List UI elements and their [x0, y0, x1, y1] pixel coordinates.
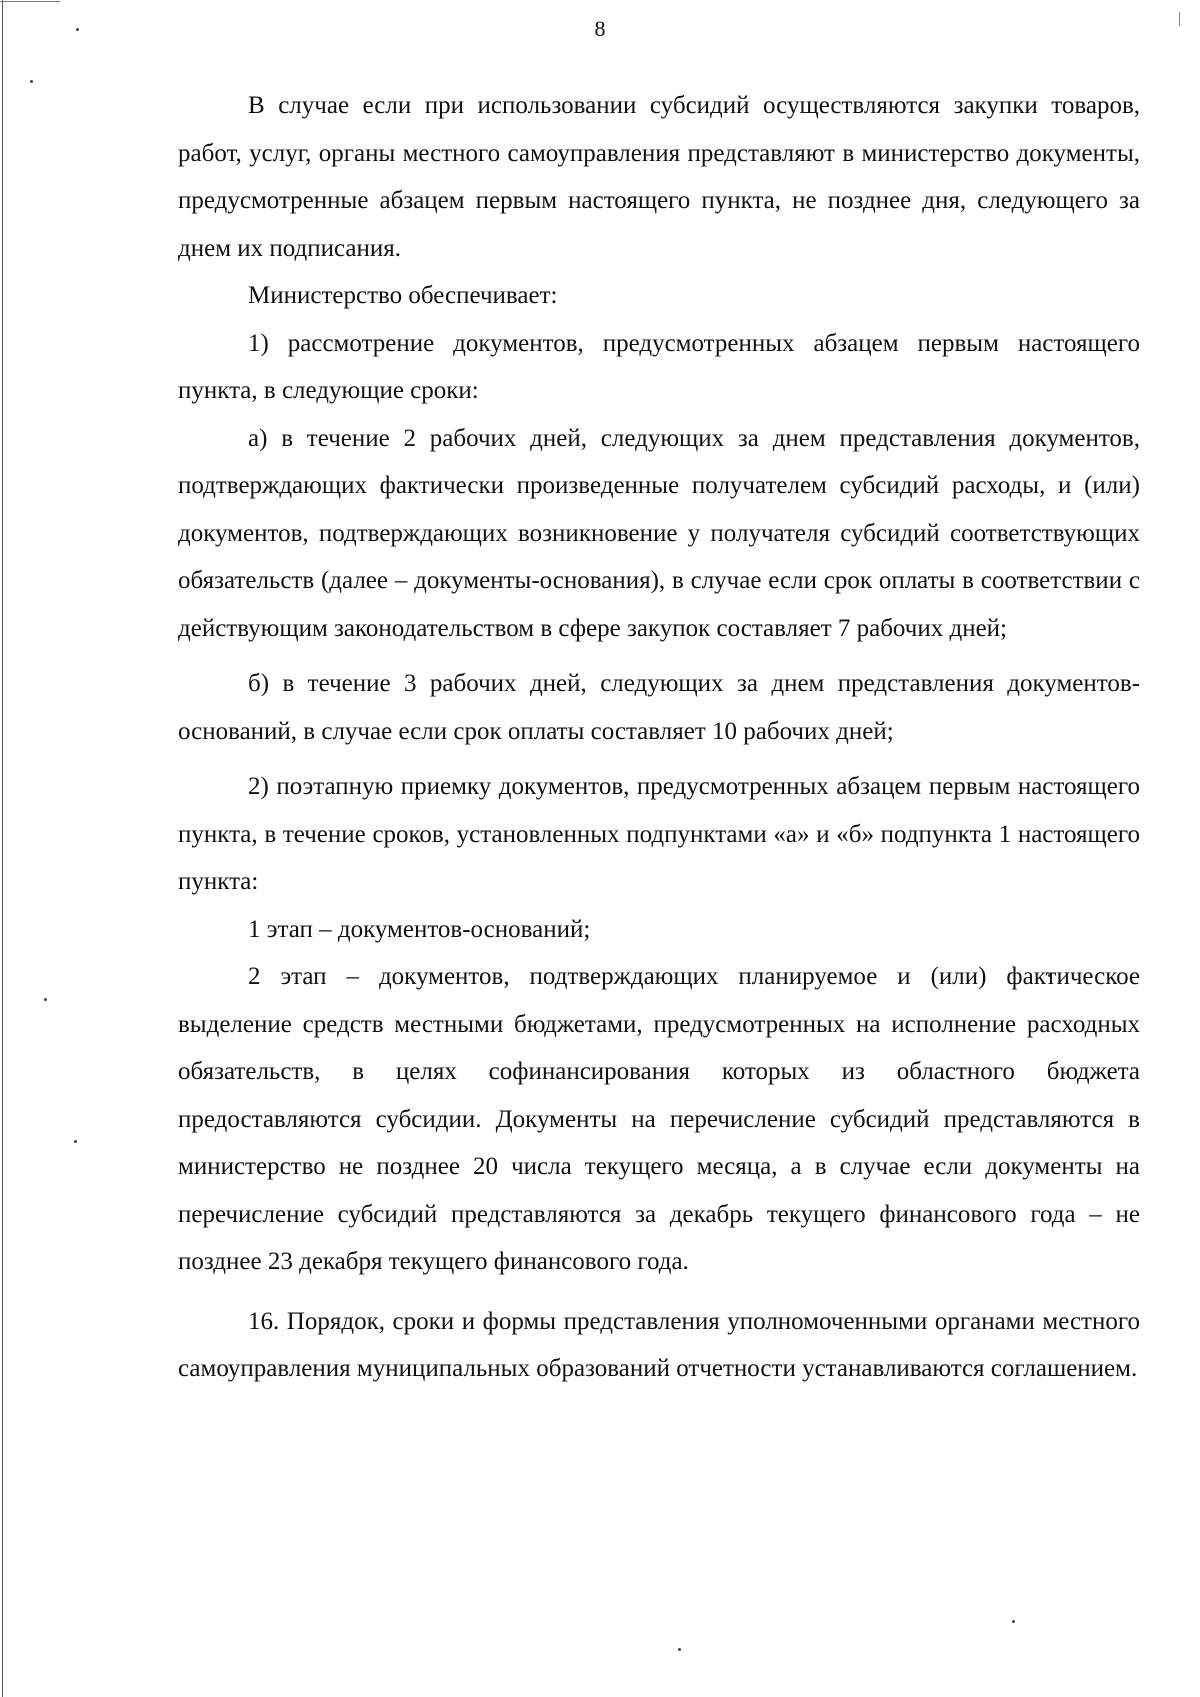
paragraph-section-16: 16. Порядок, сроки и формы представления уполномоченными органами местного самоуправления муниципальных образований отчетности устанавливаются соглашением. — [178, 1307, 1140, 1382]
scan-speck — [1012, 1620, 1015, 1623]
scan-speck — [678, 1648, 681, 1651]
paragraph-item-1: 1) рассмотрение документов, предусмотренных абзацем первым настоящего пункта, в следующие сроки: — [178, 329, 1140, 404]
paragraph-item-2: 2) поэтапную приемку документов, предусмотренных абзацем первым настоящего пункта, в течение сроков, установленных подпунктами «а» и «б» подпункта 1 настоящего пункта: — [178, 773, 1140, 895]
paragraph-ministry-ensures: Министерство обеспечивает: — [248, 282, 558, 309]
document-body — [178, 82, 1140, 1393]
scan-edge-left — [2, 0, 3, 1697]
paragraph-subitem-b: б) в течение 3 рабочих дней, следующих за днем представления документов-оснований, в случае если срок оплаты составляет 10 рабочих дней; — [178, 670, 1140, 745]
page-number: 8 — [594, 16, 606, 41]
paragraph-stage-2: 2 этап – документов, подтверждающих планируемое и (или) фактическое выделение средств местными бюджетами, предусмотренных на исполнение расходных обязательств, в целях софинансирования которых из областного бюджета предоставляются субсидии. Документы на перечисление субсидий представляются в министерство не позднее 20 числа текущего месяца, а в случае если документы на перечисление субсидий представляются за декабрь текущего финансового года – не позднее 23 декабря текущего финансового года. — [178, 963, 1140, 1275]
scan-speck — [30, 80, 33, 83]
scan-edge-top — [0, 1, 60, 2]
paragraph-stage-1: 1 этап – документов-оснований; — [248, 915, 591, 943]
paragraph-procurement: В случае если при использовании субсидий осуществляются закупки товаров, работ, услуг, органы местного самоуправления представляют в министерство документы, предусмотренные абзацем первым настоящего пункта, не позднее дня, следующего за днем их подписания. — [178, 92, 1140, 262]
scan-speck — [44, 998, 47, 1001]
paragraph-subitem-a: а) в течение 2 рабочих дней, следующих за днем представления документов, подтверждающих фактически произведенные получателем субсидий расходы, и (или) документов, подтверждающих возникновение у получателя субсидий соответствующих обязательств (далее – документы-основания), в случае если срок оплаты в соответствии с действующим законодательством в сфере закупок составляет 7 рабочих дней; — [178, 424, 1140, 642]
scan-speck — [74, 1140, 77, 1143]
